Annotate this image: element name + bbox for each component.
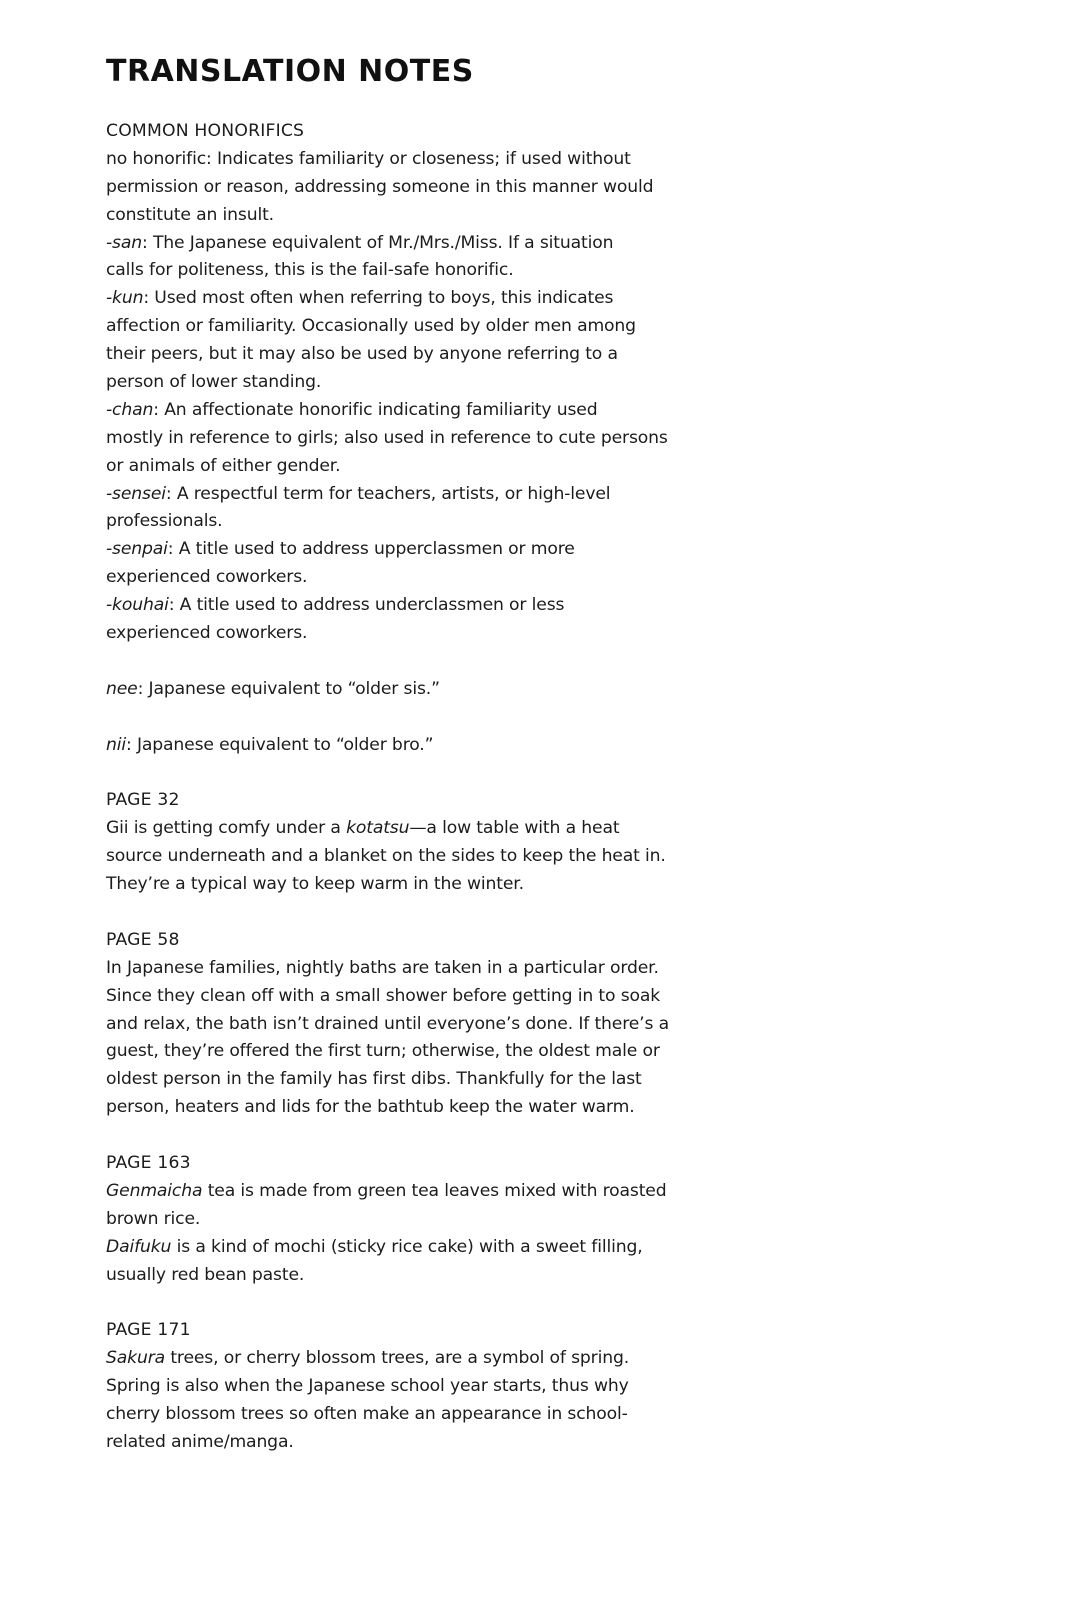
- honorific-term: -senpai: [106, 539, 168, 560]
- note-term: Sakura: [106, 1348, 165, 1369]
- paragraph-gap: [106, 704, 716, 732]
- note-page-32: [106, 787, 716, 899]
- honorific-definition: : Indicates familiarity or closeness; if used without: [206, 148, 631, 169]
- note-text: —a low table with a heat: [409, 818, 620, 839]
- honorific-entry-none: [106, 146, 716, 230]
- honorific-definition: mostly in reference to girls; also used in reference to cute persons: [106, 427, 668, 448]
- note-text: trees, or cherry blossom trees, are a symbol of spring.: [165, 1348, 630, 1369]
- note-term: Genmaicha: [106, 1180, 203, 1201]
- honorifics-section: [106, 118, 716, 648]
- page-heading: PAGE 163: [106, 1152, 191, 1173]
- honorific-term: -kouhai: [106, 595, 169, 616]
- page-heading: PAGE 58: [106, 929, 180, 950]
- note-text: guest, they’re offered the first turn; otherwise, the oldest male or: [106, 1041, 660, 1062]
- honorific-entry-kouhai: [106, 592, 716, 648]
- note-page-58: [106, 927, 716, 1122]
- note-text: usually red bean paste.: [106, 1264, 305, 1285]
- note-text: In Japanese families, nightly baths are taken in a particular order.: [106, 957, 659, 978]
- note-text: oldest person in the family has first dibs. Thankfully for the last: [106, 1069, 642, 1090]
- note-nii: [106, 732, 716, 760]
- note-text: Gii is getting comfy under a: [106, 818, 347, 839]
- section-heading: COMMON HONORIFICS: [106, 121, 305, 141]
- paragraph-gap: [106, 1289, 716, 1317]
- honorific-term: no honorific: [106, 148, 207, 169]
- note-text: tea is made from green tea leaves mixed with roasted: [202, 1180, 667, 1201]
- note-text: is a kind of mochi (sticky rice cake) with a sweet filling,: [171, 1236, 643, 1257]
- note-term: Daifuku: [106, 1236, 172, 1257]
- page-title: TRANSLATION NOTES: [106, 54, 474, 89]
- honorific-definition: permission or reason, addressing someone in this manner would: [106, 176, 654, 197]
- honorific-definition: : An affectionate honorific indicating familiarity used: [153, 399, 598, 420]
- note-text: and relax, the bath isn’t drained until everyone’s done. If there’s a: [106, 1013, 669, 1034]
- honorific-definition: person of lower standing.: [106, 372, 322, 393]
- honorific-definition: : Used most often when referring to boys, this indicates: [143, 288, 614, 309]
- note-text: Spring is also when the Japanese school year starts, thus why: [106, 1376, 629, 1397]
- notes-body: [106, 118, 716, 1457]
- note-term: nee: [106, 678, 138, 699]
- honorific-definition: their peers, but it may also be used by anyone referring to a: [106, 344, 618, 365]
- paragraph-gap: [106, 648, 716, 676]
- note-text: cherry blossom trees so often make an appearance in school-: [106, 1403, 628, 1424]
- note-text: source underneath and a blanket on the sides to keep the heat in.: [106, 846, 666, 867]
- note-text: person, heaters and lids for the bathtub keep the water warm.: [106, 1097, 635, 1118]
- note-nee: [106, 676, 716, 704]
- note-page-171: [106, 1317, 716, 1456]
- honorific-definition: calls for politeness, this is the fail-safe honorific.: [106, 260, 514, 281]
- note-text: brown rice.: [106, 1208, 201, 1229]
- honorific-definition: : A title used to address upperclassmen or more: [167, 539, 575, 560]
- note-page-163: [106, 1150, 716, 1289]
- honorific-entry-sensei: [106, 481, 716, 537]
- honorific-term: -sensei: [106, 483, 166, 504]
- honorific-entry-kun: [106, 285, 716, 397]
- honorific-definition: : A respectful term for teachers, artists, or high-level: [165, 483, 611, 504]
- honorific-entry-senpai: [106, 536, 716, 592]
- honorific-definition: professionals.: [106, 511, 223, 532]
- honorific-term: -chan: [106, 399, 154, 420]
- paragraph-gap: [106, 759, 716, 787]
- honorific-definition: : A title used to address underclassmen or less: [168, 595, 565, 616]
- note-text: related anime/manga.: [106, 1431, 294, 1452]
- honorific-definition: constitute an insult.: [106, 204, 274, 225]
- page-heading: PAGE 171: [106, 1320, 191, 1341]
- honorific-definition: experienced coworkers.: [106, 623, 308, 644]
- paragraph-gap: [106, 899, 716, 927]
- honorific-term: -san: [106, 232, 142, 253]
- paragraph-gap: [106, 1122, 716, 1150]
- page-heading: PAGE 32: [106, 790, 180, 811]
- honorific-definition: : The Japanese equivalent of Mr./Mrs./Miss. If a situation: [141, 232, 614, 253]
- honorific-definition: experienced coworkers.: [106, 567, 308, 588]
- note-term: kotatsu: [346, 818, 410, 839]
- honorific-entry-san: [106, 230, 716, 286]
- honorific-entry-chan: [106, 397, 716, 481]
- note-definition: : Japanese equivalent to “older sis.”: [137, 678, 440, 699]
- note-text: They’re a typical way to keep warm in the winter.: [106, 874, 524, 895]
- honorific-definition: or animals of either gender.: [106, 455, 341, 476]
- note-term: nii: [106, 734, 126, 755]
- note-text: Since they clean off with a small shower before getting in to soak: [106, 985, 661, 1006]
- honorific-term: -kun: [106, 288, 144, 309]
- note-definition: : Japanese equivalent to “older bro.”: [126, 734, 434, 755]
- honorific-definition: affection or familiarity. Occasionally used by older men among: [106, 316, 636, 337]
